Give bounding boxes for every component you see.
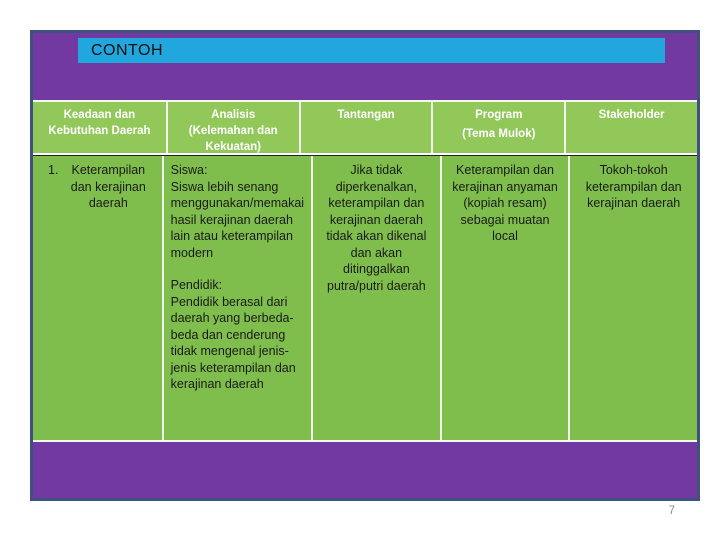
header-label-line2: (Tema Mulok) bbox=[462, 128, 536, 140]
cell-program: Keterampilan dan kerajinan anyaman (kopiah resam) sebagai muatan local bbox=[440, 156, 569, 440]
slide-title-bar bbox=[78, 38, 665, 63]
list-number: 1. bbox=[48, 163, 59, 177]
header-cell-tantangan bbox=[299, 102, 432, 153]
header-label: Keadaan dan Kebutuhan Daerah bbox=[48, 109, 151, 137]
header-label: Tantangan bbox=[337, 109, 395, 121]
table-body-row bbox=[33, 156, 697, 442]
header-cell-program bbox=[431, 102, 564, 153]
analisis-pendidik-title: Pendidik: bbox=[170, 278, 223, 292]
header-cell-stakeholder bbox=[564, 102, 697, 153]
analisis-siswa-text: Siswa lebih senang menggunakan/memakai hasil kerajinan daerah lain atau keterampilan modern bbox=[170, 179, 305, 260]
header-label: Analisis bbox=[211, 109, 256, 121]
mulok-table bbox=[33, 100, 697, 442]
cell-analisis bbox=[162, 156, 311, 440]
table-header-row bbox=[33, 100, 697, 153]
cell-stakeholder: Tokoh-tokoh keterampilan dan kerajinan daerah bbox=[568, 156, 697, 440]
header-label-line2: (Kelemahan dan Kekuatan) bbox=[188, 125, 278, 153]
cell-keadaan-text: Keterampilan dan kerajinan daerah bbox=[70, 163, 146, 210]
slide-canvas bbox=[30, 30, 700, 501]
slide-title: CONTOH bbox=[91, 41, 164, 59]
cell-keadaan bbox=[33, 156, 162, 440]
page-number: 7 bbox=[668, 505, 675, 517]
header-cell-analisis bbox=[166, 102, 299, 153]
header-label: Program bbox=[475, 109, 523, 121]
cell-tantangan: Jika tidak diperkenalkan, keterampilan dan kerajinan daerah tidak akan dikenal dan akan ditinggalkan putra/putri daerah bbox=[311, 156, 440, 440]
header-label: Stakeholder bbox=[598, 109, 665, 121]
analisis-siswa-title: Siswa: bbox=[170, 163, 208, 177]
analisis-pendidik-text: Pendidik berasal dari daerah yang berbeda-beda dan cenderung tidak mengenal jenis-jenis keterampilan dan kerajinan daerah bbox=[170, 294, 296, 391]
header-cell-keadaan bbox=[33, 102, 166, 153]
